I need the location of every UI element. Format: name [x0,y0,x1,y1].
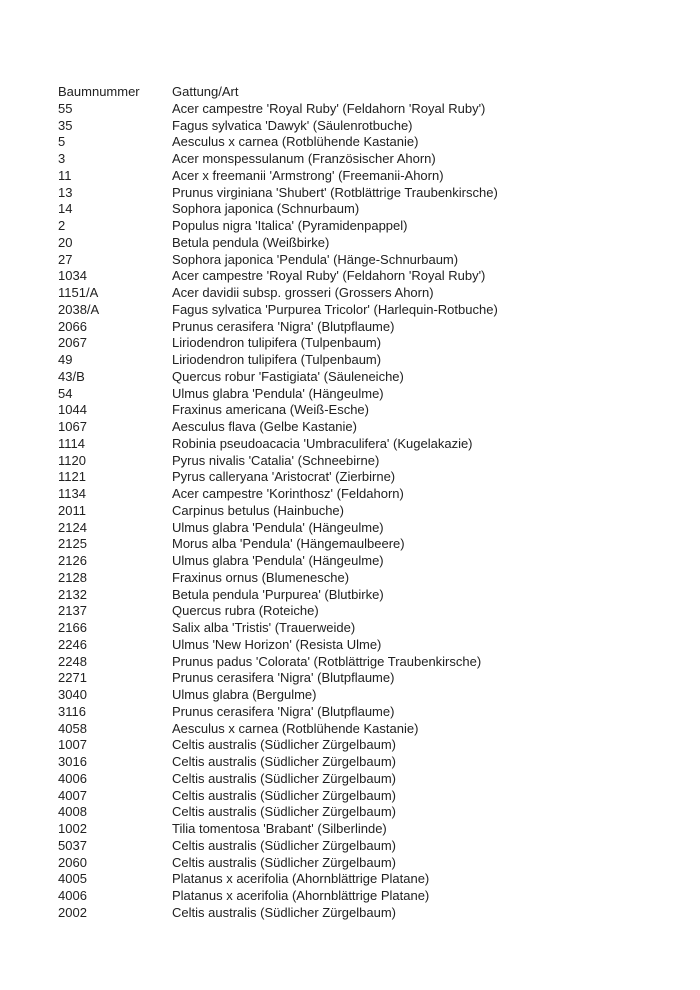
table-row [58,503,690,520]
table-row [58,185,690,202]
table-row [58,118,690,135]
table-row [58,520,690,537]
tree-species-cell: Ulmus glabra 'Pendula' (Hängeulme) [172,553,384,568]
table-row [58,319,690,336]
tree-species-cell: Celtis australis (Südlicher Zürgelbaum) [172,854,396,870]
tree-number-cell: 3116 [58,703,86,719]
tree-number-cell: 1121 [58,469,86,485]
tree-number-cell: 1034 [58,268,87,284]
tree-list-page [58,84,690,922]
tree-species-cell: Tilia tomentosa 'Brabant' (Silberlinde) [172,821,387,836]
tree-number-cell: 2124 [58,519,87,535]
table-row [58,252,690,269]
tree-species-cell: Betula pendula (Weißbirke) [172,234,330,250]
tree-number-cell: 2 [58,218,66,233]
table-row [58,905,690,922]
tree-number-cell: 2271 [58,670,87,686]
tree-species-cell: Celtis australis (Südlicher Zürgelbaum) [172,737,396,753]
tree-species-cell: Prunus padus 'Colorata' (Rotblättrige Traubenkirsche) [172,653,482,669]
tree-species-cell: Acer campestre 'Royal Ruby' (Feldahorn 'Royal Ruby') [172,100,486,116]
table-row [58,419,690,436]
table-row [58,486,690,503]
tree-species-cell: Fraxinus ornus (Blumenesche) [172,569,350,585]
tree-number-cell: 3040 [58,687,87,702]
tree-species-cell: Pyrus calleryana 'Aristocrat' (Zierbirne) [172,469,396,485]
tree-species-cell: Celtis australis (Südlicher Zürgelbaum) [172,754,396,769]
tree-species-cell: Salix alba 'Tristis' (Trauerweide) [172,620,356,635]
tree-species-cell: Aesculus flava (Gelbe Kastanie) [172,419,357,434]
tree-number-cell: 2128 [58,569,87,585]
column-header-baumnummer: Baumnummer [58,84,140,99]
tree-species-cell: Acer davidii subsp. grosseri (Grossers Ahorn) [172,285,434,300]
table-row [58,553,690,570]
tree-species-cell: Platanus x acerifolia (Ahornblättrige Platane) [172,888,430,903]
tree-species-cell: Fagus sylvatica 'Purpurea Tricolor' (Harlequin-Rotbuche) [172,301,498,317]
table-row [58,536,690,553]
table-row [58,335,690,352]
table-row [58,386,690,403]
table-row [58,855,690,872]
tree-species-cell: Sophora japonica 'Pendula' (Hänge-Schnurbaum) [172,251,459,267]
table-row [58,168,690,185]
tree-species-cell: Quercus rubra (Roteiche) [172,603,319,619]
table-row [58,469,690,486]
tree-number-cell: 14 [58,201,73,217]
table-row [58,453,690,470]
table-row [58,888,690,905]
tree-species-cell: Morus alba 'Pendula' (Hängemaulbeere) [172,536,405,552]
tree-species-cell: Populus nigra 'Italica' (Pyramidenpappel) [172,218,408,233]
table-row [58,637,690,654]
tree-number-cell: 4005 [58,871,87,887]
table-row [58,101,690,118]
table-row [58,788,690,805]
table-row [58,268,690,285]
tree-species-cell: Platanus x acerifolia (Ahornblättrige Platane) [172,871,430,887]
tree-species-cell: Ulmus 'New Horizon' (Resista Ulme) [172,636,382,652]
tree-number-cell: 4058 [58,720,87,736]
table-row [58,620,690,637]
table-row [58,235,690,252]
tree-species-cell: Celtis australis (Südlicher Zürgelbaum) [172,787,396,803]
table-row [58,804,690,821]
table-row [58,134,690,151]
table-row [58,771,690,788]
tree-number-cell: 2060 [58,854,87,870]
tree-number-cell: 11 [58,167,72,183]
tree-number-cell: 4006 [58,888,87,903]
table-row [58,436,690,453]
tree-number-cell: 3 [58,151,66,166]
table-row [58,670,690,687]
tree-number-cell: 4008 [58,804,87,820]
tree-number-cell: 1044 [58,402,87,418]
tree-species-cell: Celtis australis (Südlicher Zürgelbaum) [172,904,396,920]
tree-species-cell: Aesculus x carnea (Rotblühende Kastanie) [172,720,419,736]
tree-number-cell: 3016 [58,754,87,769]
tree-species-cell: Pyrus nivalis 'Catalia' (Schneebirne) [172,452,380,468]
tree-number-cell: 1151/A [58,285,99,300]
table-row [58,402,690,419]
table-row [58,754,690,771]
tree-number-cell: 2002 [58,904,87,920]
tree-number-cell: 43/B [58,368,85,384]
tree-species-cell: Prunus virginiana 'Shubert' (Rotblättrige Traubenkirsche) [172,184,498,200]
tree-number-cell: 2166 [58,620,87,635]
tree-species-cell: Acer campestre 'Royal Ruby' (Feldahorn 'Royal Ruby') [172,268,486,284]
tree-species-cell: Prunus cerasifera 'Nigra' (Blutpflaume) [172,703,395,719]
column-header-gattung-art: Gattung/Art [172,84,239,99]
table-row [58,704,690,721]
tree-species-cell: Celtis australis (Südlicher Zürgelbaum) [172,770,396,786]
tree-number-cell: 54 [58,385,73,401]
tree-species-cell: Acer x freemanii 'Armstrong' (Freemanii-Ahorn) [172,167,444,183]
tree-number-cell: 2246 [58,636,87,652]
table-row [58,285,690,302]
table-row [58,871,690,888]
table-row [58,151,690,168]
tree-number-cell: 1007 [58,737,87,753]
tree-species-cell: Prunus cerasifera 'Nigra' (Blutpflaume) [172,670,395,686]
table-row [58,352,690,369]
table-row [58,821,690,838]
tree-number-cell: 55 [58,100,73,116]
table-row [58,201,690,218]
table-row [58,737,690,754]
tree-number-cell: 2066 [58,318,87,334]
tree-number-cell: 13 [58,184,73,200]
tree-number-cell: 1134 [58,486,86,501]
tree-number-cell: 2038/A [58,301,100,317]
table-row [58,687,690,704]
tree-species-cell: Ulmus glabra (Bergulme) [172,687,317,702]
tree-number-cell: 2137 [58,603,87,619]
table-row [58,603,690,620]
tree-number-cell: 2067 [58,335,87,351]
tree-number-cell: 5037 [58,837,87,853]
tree-species-cell: Carpinus betulus (Hainbuche) [172,502,344,518]
table-row [58,654,690,671]
tree-species-cell: Celtis australis (Südlicher Zürgelbaum) [172,804,396,820]
tree-table-body [58,101,690,922]
tree-species-cell: Liriodendron tulipifera (Tulpenbaum) [172,352,382,367]
tree-species-cell: Fraxinus americana (Weiß-Esche) [172,402,369,418]
table-row [58,369,690,386]
tree-species-cell: Liriodendron tulipifera (Tulpenbaum) [172,335,382,351]
tree-number-cell: 2125 [58,536,87,552]
tree-species-cell: Prunus cerasifera 'Nigra' (Blutpflaume) [172,318,395,334]
table-row [58,302,690,319]
tree-number-cell: 4006 [58,770,87,786]
tree-species-cell: Fagus sylvatica 'Dawyk' (Säulenrotbuche) [172,117,413,133]
tree-species-cell: Acer monspessulanum (Französischer Ahorn) [172,151,436,166]
tree-number-cell: 49 [58,352,73,367]
tree-number-cell: 2248 [58,653,87,669]
tree-species-cell: Sophora japonica (Schnurbaum) [172,201,360,217]
tree-species-cell: Betula pendula 'Purpurea' (Blutbirke) [172,586,384,602]
table-header-row [58,84,690,101]
tree-number-cell: 27 [58,251,73,267]
table-row [58,721,690,738]
tree-species-cell: Acer campestre 'Korinthosz' (Feldahorn) [172,486,404,501]
tree-number-cell: 1114 [58,435,85,451]
tree-species-cell: Celtis australis (Südlicher Zürgelbaum) [172,837,396,853]
tree-species-cell: Ulmus glabra 'Pendula' (Hängeulme) [172,519,384,535]
tree-number-cell: 35 [58,117,73,133]
table-row [58,587,690,604]
table-row [58,218,690,235]
table-row [58,838,690,855]
tree-species-cell: Ulmus glabra 'Pendula' (Hängeulme) [172,385,384,401]
tree-number-cell: 2011 [58,502,86,518]
tree-number-cell: 1067 [58,419,87,434]
tree-number-cell: 1120 [58,452,86,468]
tree-number-cell: 20 [58,234,73,250]
tree-number-cell: 2132 [58,586,87,602]
tree-number-cell: 4007 [58,787,87,803]
tree-species-cell: Aesculus x carnea (Rotblühende Kastanie) [172,134,419,150]
tree-species-cell: Robinia pseudoacacia 'Umbraculifera' (Kugelakazie) [172,435,473,451]
tree-number-cell: 5 [58,134,66,150]
tree-number-cell: 2126 [58,553,87,568]
tree-number-cell: 1002 [58,821,87,836]
table-row [58,570,690,587]
tree-species-cell: Quercus robur 'Fastigiata' (Säuleneiche) [172,368,404,384]
